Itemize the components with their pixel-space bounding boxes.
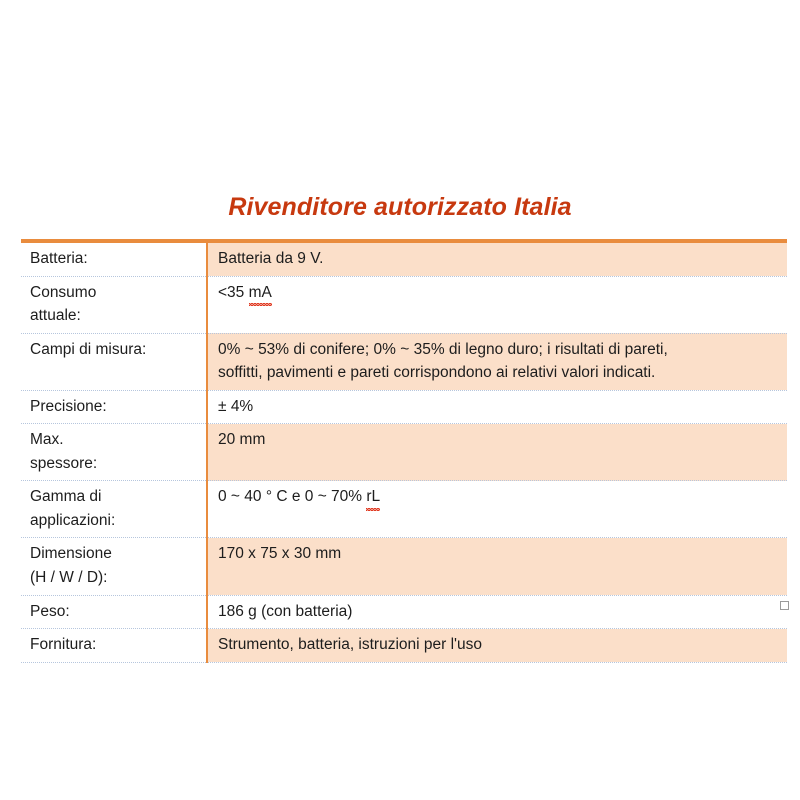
spec-label-line: Max. [30,431,64,449]
spec-value-text: <35 [218,283,249,301]
spec-label-line: Dimensione [30,545,112,563]
specifications-table [21,239,787,663]
spec-label-line: Precisione: [30,397,107,415]
table-row [21,424,787,481]
spec-label-line: Consumo [30,283,97,301]
spec-value-text: 0 ~ 40 ° C e 0 ~ 70% [218,488,367,506]
spec-label-cell [21,424,207,481]
spec-label-cell [21,333,207,390]
spec-label-line: (H / W / D): [30,569,108,587]
spec-label-cell [21,629,207,663]
spec-value-cell [207,333,787,390]
table-row [21,629,787,663]
spec-label-line: Batteria: [30,250,88,267]
table-row [21,595,787,629]
table-row [21,538,787,595]
spec-label-line: applicazioni: [30,511,116,529]
spec-value-cell [207,481,787,538]
spec-value-line: 0% ~ 53% di conifere; 0% ~ 35% di legno duro; i risultati di pareti, [218,340,668,358]
table-row [21,241,787,276]
spec-value-line: soffitti, pavimenti e pareti corrispondono ai relativi valori indicati. [218,364,656,382]
table-resize-handle[interactable] [780,601,789,610]
spec-label-cell [21,390,207,424]
spec-value-line: ± 4% [218,397,254,415]
spec-label-line: Fornitura: [30,636,97,654]
spec-value-line [218,485,781,509]
spec-label-cell [21,481,207,538]
page-title: Rivenditore autorizzato Italia [228,193,572,221]
spec-value-line: Batteria da 9 V. [218,250,324,267]
spec-value-cell [207,629,787,663]
spec-label-line: Gamma di [30,488,102,506]
spec-label-line: attuale: [30,307,81,325]
spec-value-line [218,281,781,305]
spec-value-cell [207,424,787,481]
spec-label-line: Campi di misura: [30,340,147,358]
spec-value-line: Strumento, batteria, istruzioni per l'uso [218,636,482,654]
table-row [21,276,787,333]
spellcheck-flagged-word: rL [366,485,380,509]
spec-label-line: spessore: [30,454,98,472]
spec-label-cell [21,595,207,629]
spec-value-cell [207,595,787,629]
spec-label-line: Peso: [30,602,70,620]
spec-label-cell [21,538,207,595]
spec-value-line: 170 x 75 x 30 mm [218,545,342,563]
specifications-table-body [21,241,787,662]
table-row [21,333,787,390]
spec-value-cell [207,538,787,595]
spec-value-cell [207,241,787,276]
spec-value-line: 186 g (con batteria) [218,602,353,620]
spellcheck-flagged-word: mA [249,281,272,305]
table-row [21,390,787,424]
spec-value-cell [207,276,787,333]
spec-label-cell [21,241,207,276]
spec-value-line: 20 mm [218,431,266,449]
table-row [21,481,787,538]
spec-label-cell [21,276,207,333]
spec-value-cell [207,390,787,424]
